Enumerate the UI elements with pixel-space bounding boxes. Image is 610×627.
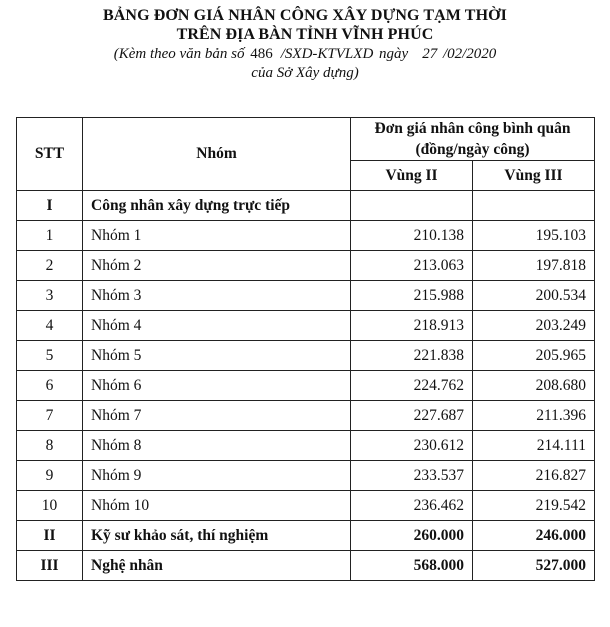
row-stt: 4 [17,311,83,341]
row-region-2-price: 233.537 [351,461,473,491]
row-region-3-price: 219.542 [473,491,595,521]
document-reference [0,45,610,63]
row-region-3-price: 216.827 [473,461,595,491]
table-row [17,251,595,281]
table-row [17,221,595,251]
section-name: Kỹ sư khảo sát, thí nghiệm [83,521,351,551]
row-group-name: Nhóm 2 [83,251,351,281]
table-body [17,191,595,581]
table-row [17,431,595,461]
row-region-3-price: 211.396 [473,401,595,431]
row-region-3-price: 208.680 [473,371,595,401]
row-stt: 6 [17,371,83,401]
labor-price-table [16,117,595,581]
row-group-name: Nhóm 7 [83,401,351,431]
section-name: Công nhân xây dựng trực tiếp [83,191,351,221]
row-region-2-price: 215.988 [351,281,473,311]
row-region-2-price: 224.762 [351,371,473,401]
row-group-name: Nhóm 8 [83,431,351,461]
row-stt: 3 [17,281,83,311]
row-group-name: Nhóm 10 [83,491,351,521]
row-group-name: Nhóm 6 [83,371,351,401]
document-code: /SXD-KTVLXD [280,46,374,62]
row-region-3-price: 200.534 [473,281,595,311]
document-issuer: của Sở Xây dựng) [251,65,359,81]
section-region-2-price: 568.000 [351,551,473,581]
header-region-2: Vùng II [351,161,473,191]
row-region-3-price: 205.965 [473,341,595,371]
row-region-2-price: 210.138 [351,221,473,251]
table-row [17,371,595,401]
row-stt: 8 [17,431,83,461]
row-region-2-price: 236.462 [351,491,473,521]
section-region-2-price [351,191,473,221]
document-title-line1: BẢNG ĐƠN GIÁ NHÂN CÔNG XÂY DỰNG TẠM THỜI [102,7,507,24]
document-header [0,6,610,82]
row-region-2-price: 230.612 [351,431,473,461]
header-stt: STT [17,118,83,191]
row-region-2-price: 213.063 [351,251,473,281]
row-group-name: Nhóm 3 [83,281,351,311]
table-row [17,491,595,521]
section-stt: III [17,551,83,581]
date-day: 27 [422,46,438,62]
row-region-2-price: 227.687 [351,401,473,431]
header-average-price: Đơn giá nhân công bình quân (đồng/ngày công) [351,118,595,161]
section-name: Nghệ nhân [83,551,351,581]
row-stt: 1 [17,221,83,251]
table-row [17,281,595,311]
row-stt: 5 [17,341,83,371]
section-stt: I [17,191,83,221]
row-stt: 7 [17,401,83,431]
section-stt: II [17,521,83,551]
header-group: Nhóm [83,118,351,191]
row-region-2-price: 218.913 [351,311,473,341]
section-row [17,191,595,221]
table-row [17,401,595,431]
table-row [17,461,595,491]
row-group-name: Nhóm 5 [83,341,351,371]
row-region-3-price: 197.818 [473,251,595,281]
document-title-line2: TRÊN ĐỊA BÀN TỈNH VĨNH PHÚC [176,26,434,43]
date-prefix: ngày [379,46,409,62]
section-region-3-price [473,191,595,221]
date-rest: /02/2020 [442,46,497,62]
row-region-3-price: 214.111 [473,431,595,461]
row-group-name: Nhóm 9 [83,461,351,491]
reference-prefix: (Kèm theo văn bản số [113,46,245,62]
section-row [17,551,595,581]
document-number: 486 [250,46,273,62]
section-region-3-price: 246.000 [473,521,595,551]
section-region-3-price: 527.000 [473,551,595,581]
section-region-2-price: 260.000 [351,521,473,551]
row-stt: 9 [17,461,83,491]
row-group-name: Nhóm 1 [83,221,351,251]
row-stt: 2 [17,251,83,281]
section-row [17,521,595,551]
table-row [17,341,595,371]
table-row [17,311,595,341]
row-region-3-price: 203.249 [473,311,595,341]
row-group-name: Nhóm 4 [83,311,351,341]
row-region-3-price: 195.103 [473,221,595,251]
header-region-3: Vùng III [473,161,595,191]
row-region-2-price: 221.838 [351,341,473,371]
row-stt: 10 [17,491,83,521]
